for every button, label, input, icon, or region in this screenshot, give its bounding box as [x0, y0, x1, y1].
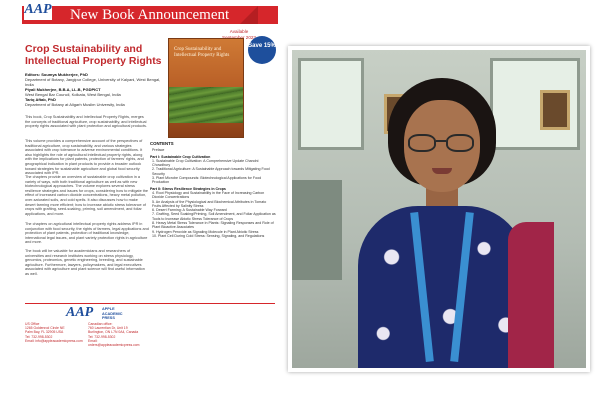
lens	[446, 134, 474, 152]
contents-chapter: 5. An Analysis of the Physiological and Biochemical Attributes in Tomato Fruits Affected by Salinity Stress	[152, 199, 267, 208]
contents-part-heading: Part II: Stress Resilience Strategies in Crops	[150, 186, 226, 191]
description-paragraph: The chapters on agricultural intellectual property rights address IPR in conjunction with food security, the rights of farmers, legal applications and protection of plant patents, protection of traditional knowledge, international legal issues, and plant variety protection rights in agriculture and more.	[25, 222, 149, 245]
editor-affiliation: Department of Botany, Jangipur College, University of Kalyani, West Bengal, India	[25, 77, 161, 87]
lens	[408, 134, 436, 152]
contents-chapter: 1. Sustainable Crop Cultivation: A Comprehensive Update Chandni Chowdhury	[152, 158, 259, 168]
contents-chapter: 4. Root Physiology and Sustainability in the Face of Increasing Carbon Dioxide Concentrations	[152, 190, 265, 200]
contents-chapter: Preface	[152, 148, 165, 153]
wall-frame	[540, 90, 570, 130]
editor-affiliation: West Bengal Bar Council, Kolkata, West Bengal, India	[25, 92, 121, 97]
book-title: Crop Sustainability and Intellectual Property Rights	[25, 43, 162, 67]
window	[298, 58, 364, 150]
contents-chapter: 6. Desert Farming: A Sustainable Way Forward	[152, 208, 227, 213]
publisher-name: APPLE ACADEMIC PRESS	[102, 307, 123, 320]
contents-chapter: 8. Heavy Metal Stress Tolerance in Plants: Signaling Responses and Role of Plant Bioactive Associates	[152, 221, 274, 230]
editor-entry	[25, 87, 165, 97]
divider	[25, 303, 275, 304]
contents-chapter: 9. Hydrogen Peroxide as Signaling Molecule in Plant Abiotic Stress	[152, 229, 259, 234]
availability-note: Available 2023	[229, 29, 256, 40]
contents-chapter: 10. Plant Cell During Cold Stress: Sensing, Signaling, and Regulations	[152, 233, 265, 238]
canada-office-address: Canadian office: 760 Laurentian Dr, Unit 19 Burlington, ON L7N 0A4, Canada Tel: 732-998-5302 Email: orders@appleacademicpress.com	[88, 322, 140, 348]
description-paragraph: The book will be valuable for academicians and researchers of universities and research institutes working on stress physiology, genomics, proteomics, genetic engineering, breeding, and sustainable agriculture. Furthermore, lawyers, policymakers, and legal executives associated with agriculture and plant science will find useful information as well.	[25, 249, 145, 276]
contents-chapter: 7. Grafting, Seed Soaking/Priming, Soil Amendment, and Foliar Application as Tools to Increase Abiotic Stress Tolerance of Crops	[152, 212, 276, 221]
editor-name: Tariq Aftab, PhD	[25, 97, 56, 102]
editor-affiliation: Department of Botany at Aligarh Muslim University, India	[25, 102, 125, 107]
lips	[432, 168, 452, 174]
table-of-contents	[150, 142, 276, 238]
contents-chapter: 2. Traditional Agriculture: A Sustainable Approach towards Mitigating Food Security	[152, 167, 270, 176]
glasses-icon	[408, 134, 476, 154]
scarf	[508, 222, 554, 368]
cover-field-image	[169, 87, 243, 123]
printed-top	[358, 206, 526, 368]
contents-part-heading: Part I: Sustainable Crop Cultivation	[150, 154, 211, 159]
cabinet	[292, 180, 342, 280]
contents-list	[150, 148, 276, 238]
portrait-photo	[292, 50, 586, 368]
cover-title: Crop Sustainability and Intellectual Property Rights	[174, 47, 230, 58]
editor-entry	[25, 72, 165, 87]
editor-name: Piyali Mukherjee, B.B.A, LL.B, PGDPICT	[25, 87, 101, 92]
portrait-photo-frame	[288, 46, 590, 372]
editor-entry	[25, 97, 165, 107]
banner-decoration	[240, 6, 258, 24]
us-office-address: US Office 1265 Goldenrod Circle NE Palm Bay, FL 32905 USA Tel: 732-998-5302 Email: info@appleacademicpress.com	[25, 322, 83, 343]
description-paragraph: This volume provides a comprehensive account of the perspectives of traditional agriculture, crop sustainability, and various strategies associated with crop tolerance to adverse environmental conditions. It also highlights the role of agricultural intellectual property rights, along with the implications for plant patents, protection of farmers' rights, and geographical indication in plant products to provide a broader outlook toward strategies for sustainable agriculture and global food security associated with IPR.	[25, 139, 144, 176]
book-announcement-flyer	[22, 0, 278, 420]
editors-list	[25, 72, 165, 107]
aap-logo: AAP	[24, 0, 52, 20]
publisher-logo: AAP	[66, 305, 94, 320]
glasses-bridge	[436, 140, 446, 142]
discount-badge: Save 15%	[248, 36, 276, 64]
contents-chapter: 3. Plant Microbe Compounds: Biotechnological Applications for Food Production	[152, 176, 262, 185]
editor-name: Editors: Soumya Mukherjee, PhD	[25, 72, 88, 77]
banner-title: New Book Announcement	[70, 7, 230, 23]
description-paragraph: This book, Crop Sustainability and Intellectual Property Rights, merges the concepts of traditional agriculture, crop sustainability, and intellectual property rights associated with plant protection and agricultural products.	[25, 115, 147, 129]
contents-heading: CONTENTS	[150, 141, 174, 146]
book-cover	[168, 38, 244, 138]
description-paragraph: The chapters provide an overview of sustainable crop cultivation in a variety of ways, with both traditional agriculture as well as with new biotechnological approaches. The volume explores several stress resilience strategies and issues for crops, considering how to mitigate the effect of increased carbon dioxide concentrations, heavy metal pollution, over-saturated soils, and cold spells. It also discusses how to make desert farming more efficient; how to increase abiotic stress tolerance of crops with grafting, seed-soaking, priming, soil amendment, and foliar applications, and more.	[25, 175, 149, 216]
